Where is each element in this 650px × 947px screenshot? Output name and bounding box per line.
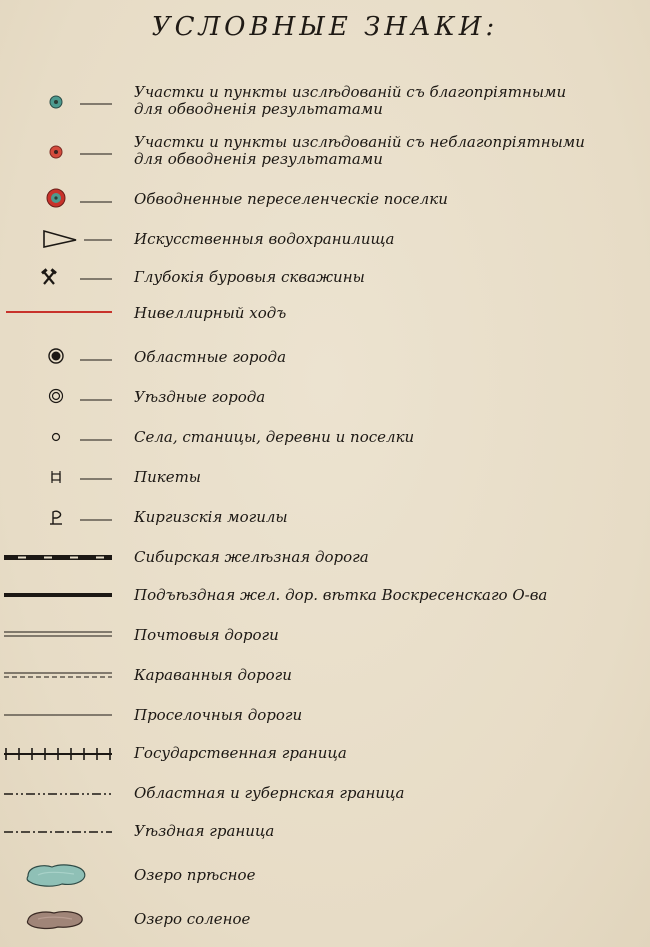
legend-item [0, 576, 650, 616]
state-border-line-icon [0, 734, 120, 774]
postal-road-line-icon [0, 616, 120, 656]
legend-item [0, 294, 650, 334]
legend-item [0, 458, 650, 498]
legend-item [0, 82, 650, 122]
legend-item [0, 812, 650, 852]
legend-item-label: Сибирская желѣзная дорога [134, 548, 369, 566]
regional-city-icon [0, 338, 120, 378]
legend-item [0, 696, 650, 736]
legend-item-label: Искусственныя водохранилища [134, 230, 395, 248]
legend-item-label: Обводненные переселенческіе поселки [134, 190, 448, 208]
picket-icon [0, 458, 120, 498]
legend-item-label: Подъѣздная жел. дор. вѣтка Воскресенскаго О-ва [134, 586, 548, 604]
legend-item-label: Пикеты [134, 468, 202, 486]
legend-item-label: Нивеллирный ходъ [134, 304, 287, 322]
district-city-icon [0, 378, 120, 418]
legend-item-label: Государственная граница [134, 744, 347, 762]
regional-border-line-icon [0, 774, 120, 814]
legend-item [0, 616, 650, 656]
railway-line-icon [0, 538, 120, 578]
village-icon [0, 418, 120, 458]
caravan-road-line-icon [0, 656, 120, 696]
legend-item-label: Киргизскія могилы [134, 508, 288, 526]
district-border-line-icon [0, 812, 120, 852]
red-dot-icon [0, 132, 120, 172]
legend-item-label: Почтовыя дороги [134, 626, 279, 644]
legend-item-label: Уѣздные города [134, 388, 266, 406]
legend-item [0, 418, 650, 458]
red-line-icon [0, 294, 120, 334]
legend-item-label: Глубокія буровыя скважины [134, 268, 365, 286]
salt-lake-icon [0, 900, 120, 940]
freshwater-lake-icon [0, 856, 120, 896]
red-ring-green-dot-icon [0, 180, 120, 220]
kirghiz-grave-icon [0, 498, 120, 538]
legend-item-label: Уѣздная граница [134, 822, 275, 840]
legend-item [0, 220, 650, 260]
branch-railway-line-icon [0, 576, 120, 616]
triangle-flag-icon [0, 220, 120, 260]
legend-item [0, 378, 650, 418]
legend-item-label: Караванныя дороги [134, 666, 292, 684]
legend-item [0, 856, 650, 896]
legend-item [0, 774, 650, 814]
legend-item [0, 258, 650, 298]
legend-item [0, 734, 650, 774]
green-dot-icon [0, 82, 120, 122]
legend-item [0, 498, 650, 538]
legend-item-label: Участки и пункты изслѣдованій съ неблагопріятными для обводненія результатами [134, 133, 585, 168]
crossed-hammers-icon [0, 258, 120, 298]
legend-item-label: Села, станицы, деревни и поселки [134, 428, 415, 446]
legend-item [0, 132, 650, 172]
legend-item-label: Участки и пункты изслѣдованій съ благопріятными для обводненія результатами [134, 83, 567, 118]
legend-item [0, 538, 650, 578]
legend-item-label: Областные города [134, 348, 287, 366]
legend-item [0, 656, 650, 696]
legend-item [0, 180, 650, 220]
legend-item-label: Проселочныя дороги [134, 706, 303, 724]
legend-item-label: Областная и губернская граница [134, 784, 405, 802]
legend-item [0, 338, 650, 378]
country-road-line-icon [0, 696, 120, 736]
legend-item-label: Озеро прѣсное [134, 866, 256, 884]
legend-title: УСЛОВНЫЕ ЗНАКИ: [151, 12, 499, 42]
legend-item-label: Озеро соленое [134, 910, 251, 928]
legend-item [0, 900, 650, 940]
